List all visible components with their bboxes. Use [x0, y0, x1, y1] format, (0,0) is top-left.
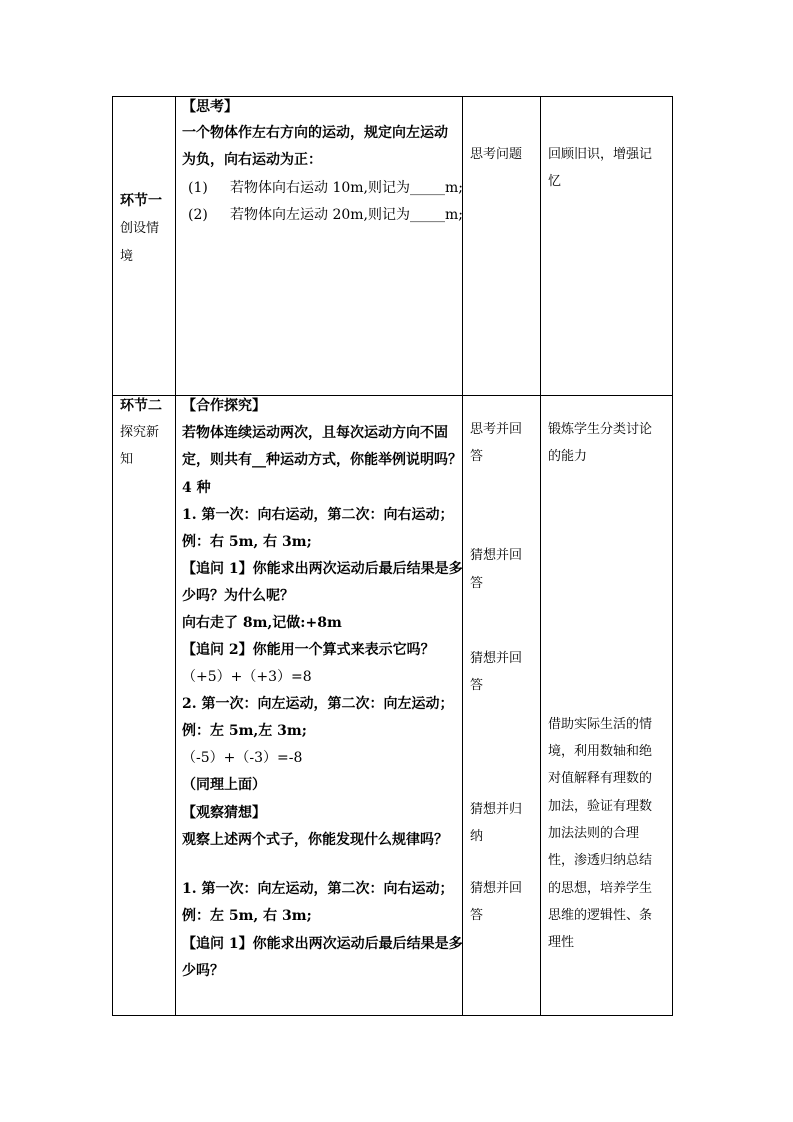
section2-student-activity: 思考并回	[470, 422, 523, 437]
section2-formula1: （+5）+（+3）=8	[182, 669, 312, 685]
section2-result1: 向右走了 8m,记做:+8m	[182, 615, 342, 631]
section2-label-line: 知	[120, 452, 134, 467]
section2-case1-example: 例：右 5m, 右 3m;	[182, 534, 312, 550]
section2-case1-line: 1. 第一次：向右运动，第二次：向右运动；	[182, 507, 454, 523]
section2-followup3-line: 少吗？	[182, 963, 224, 979]
section2-case2-example: 例：左 5m,左 3m;	[182, 723, 307, 739]
section2-label-line: 探究新	[120, 425, 160, 440]
section2-case2-line: 2. 第一次：向左运动，第二次：向左运动；	[182, 696, 454, 712]
section2-student-activity: 纳	[470, 829, 484, 844]
table-right-border	[672, 96, 673, 1016]
section2-followup2: 【追问 2】你能用一个算式来表示它吗？	[182, 642, 435, 658]
section2-question-line: 若物体连续运动两次，且每次运动方向不固	[182, 425, 448, 441]
table-bottom-border	[112, 1015, 673, 1016]
section1-intro-line: 一个物体作左右方向的运动，规定向左运动	[182, 125, 448, 141]
section2-student-activity: 答	[470, 908, 484, 923]
section1-student-activity: 思考问题	[470, 147, 523, 162]
section2-label-line: 环节二	[120, 398, 162, 414]
section2-answer: 4 种	[182, 480, 211, 496]
section2-student-activity: 猜想并回	[470, 881, 523, 896]
table-col-divider-3	[540, 96, 541, 1016]
section2-heading: 【合作探究】	[182, 398, 266, 414]
section2-observe-question: 观察上述两个式子，你能发现什么规律吗？	[182, 832, 448, 848]
section1-item1-text: 若物体向右运动 10m,则记为_____m;	[230, 180, 463, 196]
section2-same-note: （同理上面）	[182, 777, 266, 793]
section1-intent-line: 回顾旧识，增强记	[548, 147, 653, 162]
section2-intent-line: 加法法则的合理	[548, 826, 640, 841]
table-col-divider-2	[462, 96, 463, 1016]
section2-intent-line: 理性	[548, 935, 575, 950]
section2-student-activity: 答	[470, 678, 484, 693]
section2-intent-line: 借助实际生活的情	[548, 717, 653, 732]
section2-followup1-line: 少吗？为什么呢？	[182, 588, 294, 604]
section2-intent-line: 锻炼学生分类讨论	[548, 422, 653, 437]
section2-followup1-line: 【追问 1】你能求出两次运动后最后结果是多	[182, 561, 463, 577]
section2-question-line: 定，则共有__种运动方式，你能举例说明吗？	[182, 452, 462, 468]
section1-label-line: 境	[120, 249, 134, 264]
section2-intent-line: 加法，验证有理数	[548, 799, 653, 814]
section1-intro-line: 为负，向右运动为正：	[182, 152, 322, 168]
table-left-border	[112, 96, 113, 1016]
section2-intent-line: 境，利用数轴和绝	[548, 744, 653, 759]
section2-student-activity: 猜想并回	[470, 651, 523, 666]
section1-label-line: 环节一	[120, 193, 162, 209]
table-top-border	[112, 96, 673, 97]
section1-label-line: 创设情	[120, 221, 160, 236]
section2-formula2: （-5）+（-3）=-8	[182, 750, 303, 766]
section2-intent-line: 对值解释有理数的	[548, 771, 653, 786]
section2-intent-line: 的思想，培养学生	[548, 881, 653, 896]
section1-heading: 【思考】	[182, 99, 238, 115]
table-col-divider-1	[175, 96, 176, 1016]
section2-intent-line: 性，渗透归纳总结	[548, 853, 653, 868]
section2-student-activity: 猜想并归	[470, 802, 523, 817]
section2-observe-heading: 【观察猜想】	[182, 805, 266, 821]
section2-student-activity: 答	[470, 449, 484, 464]
section2-student-activity: 答	[470, 576, 484, 591]
section2-followup3-line: 【追问 1】你能求出两次运动后最后结果是多	[182, 936, 463, 952]
section2-intent-line: 思维的逻辑性、条	[548, 908, 653, 923]
section1-item2-number: (2)	[188, 207, 208, 223]
section2-intent-line: 的能力	[548, 449, 588, 464]
section1-intent-line: 忆	[548, 174, 562, 189]
section1-item2-text: 若物体向左运动 20m,则记为_____m;	[230, 207, 463, 223]
section2-student-activity: 猜想并回	[470, 548, 523, 563]
section2-case3-example: 例：左 5m, 右 3m;	[182, 908, 312, 924]
table-row-divider	[112, 395, 673, 396]
section1-item1-number: (1)	[188, 180, 208, 196]
section2-case3-line: 1. 第一次：向左运动，第二次：向右运动；	[182, 881, 454, 897]
